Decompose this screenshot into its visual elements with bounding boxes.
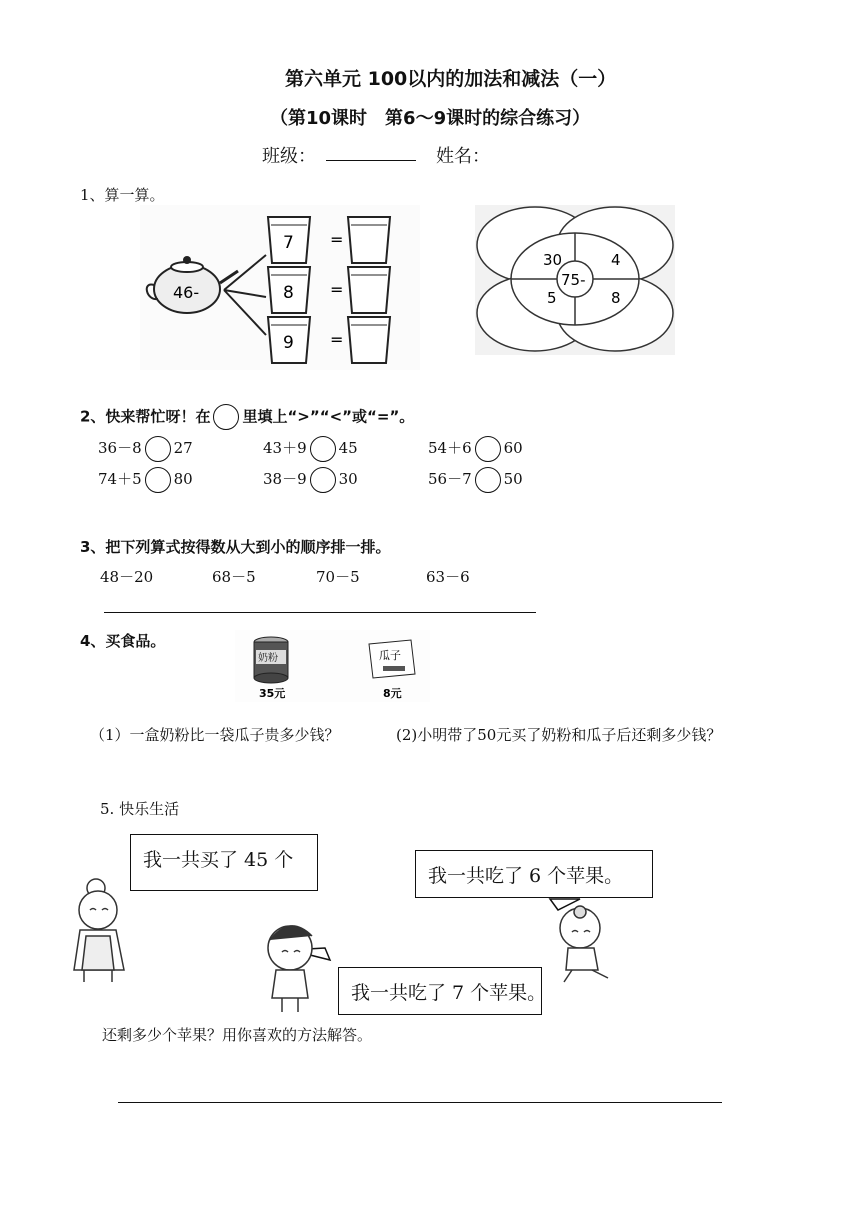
- page-subtitle: （第10课时 第6～9课时的综合练习）: [270, 108, 591, 129]
- compare-circle-4[interactable]: [145, 467, 171, 493]
- compare-left: 56－7: [428, 470, 472, 488]
- compare-circle-5[interactable]: [310, 467, 336, 493]
- compare-left: 74＋5: [98, 470, 142, 488]
- compare-circle-3[interactable]: [475, 436, 501, 462]
- flower-diagram: [475, 205, 675, 355]
- name-label: 姓名：: [436, 146, 490, 167]
- flower-petal-2: 4: [611, 251, 621, 269]
- compare-left: 54＋6: [428, 439, 472, 457]
- compare-circle-6[interactable]: [475, 467, 501, 493]
- q5-answer-line[interactable]: [118, 1102, 722, 1103]
- flower-petal-4: 8: [611, 289, 621, 307]
- compare-item-6: [428, 467, 523, 493]
- q4-sub1: （1）一盒奶粉比一袋瓜子贵多少钱？: [90, 726, 340, 744]
- flower-petal-1: 30: [543, 251, 563, 269]
- compare-item-1: [98, 436, 193, 462]
- item1-price: 35元: [259, 687, 286, 700]
- grandma-character-icon: [74, 879, 124, 982]
- teapot-value: 46-: [173, 283, 200, 302]
- class-input-line[interactable]: [326, 160, 416, 161]
- q2-heading: [80, 404, 414, 430]
- compare-right: 60: [503, 439, 523, 457]
- order-item-1: 48－20: [100, 568, 154, 586]
- compare-right: 50: [503, 470, 523, 488]
- page-title: 第六单元 100以内的加法和减法（一）: [285, 68, 617, 90]
- child-character-icon: [560, 906, 608, 982]
- class-label: 班级：: [262, 146, 316, 167]
- q5-question: 还剩多少个苹果？用你喜欢的方法解答。: [102, 1026, 373, 1044]
- compare-item-2: [263, 436, 358, 462]
- compare-circle-1[interactable]: [145, 436, 171, 462]
- order-item-2: 68－5: [212, 568, 256, 586]
- cup-2-value: 8: [283, 283, 294, 303]
- speech-bubble-1: 我一共买了 45 个: [130, 834, 318, 891]
- order-item-4: 63－6: [426, 568, 470, 586]
- item2-label: 瓜子: [379, 649, 401, 662]
- compare-right: 27: [173, 439, 193, 457]
- food-items-figure: [235, 630, 430, 702]
- flower-center-value: 75-: [561, 271, 586, 289]
- q3-heading: 3、把下列算式按得数从大到小的顺序排一排。: [80, 538, 391, 556]
- q2-heading-suffix: 里填上“>”“<”或“=”。: [242, 407, 415, 426]
- q2-heading-prefix: 2、快来帮忙呀！在: [80, 407, 211, 426]
- circle-sample-icon: [213, 404, 239, 430]
- cup-3-value: 9: [283, 333, 294, 353]
- compare-item-4: [98, 467, 193, 493]
- compare-right: 30: [338, 470, 358, 488]
- q3-answer-line[interactable]: [104, 612, 536, 613]
- equals-2: =: [330, 280, 344, 299]
- item2-price: 8元: [383, 687, 402, 700]
- q4-heading: 4、买食品。: [80, 632, 166, 650]
- characters-figure: [60, 870, 650, 1020]
- q1-heading: 1、算一算。: [80, 186, 165, 204]
- compare-right: 80: [173, 470, 193, 488]
- compare-circle-2[interactable]: [310, 436, 336, 462]
- speech-bubble-3: 我一共吃了 7 个苹果。: [338, 967, 542, 1015]
- cup-1-value: 7: [283, 233, 294, 253]
- q5-heading: 5. 快乐生活: [100, 800, 180, 818]
- flower-petal-3: 5: [547, 289, 557, 307]
- compare-right: 45: [338, 439, 358, 457]
- answer-cup-3: [348, 317, 390, 363]
- compare-item-3: [428, 436, 523, 462]
- answer-cup-1: [348, 217, 390, 263]
- answer-cup-2: [348, 267, 390, 313]
- item1-label: 奶粉: [258, 653, 278, 664]
- compare-item-5: [263, 467, 358, 493]
- teapot-cups-figure: [140, 205, 420, 370]
- equals-1: =: [330, 230, 344, 249]
- compare-left: 43＋9: [263, 439, 307, 457]
- order-item-3: 70－5: [316, 568, 360, 586]
- boy-character-icon: [268, 926, 312, 1012]
- compare-left: 38－9: [263, 470, 307, 488]
- equals-3: =: [330, 330, 344, 349]
- speech-bubble-2: 我一共吃了 6 个苹果。: [415, 850, 653, 898]
- q4-sub2: (2)小明带了50元买了奶粉和瓜子后还剩多少钱？: [396, 726, 722, 744]
- compare-left: 36－8: [98, 439, 142, 457]
